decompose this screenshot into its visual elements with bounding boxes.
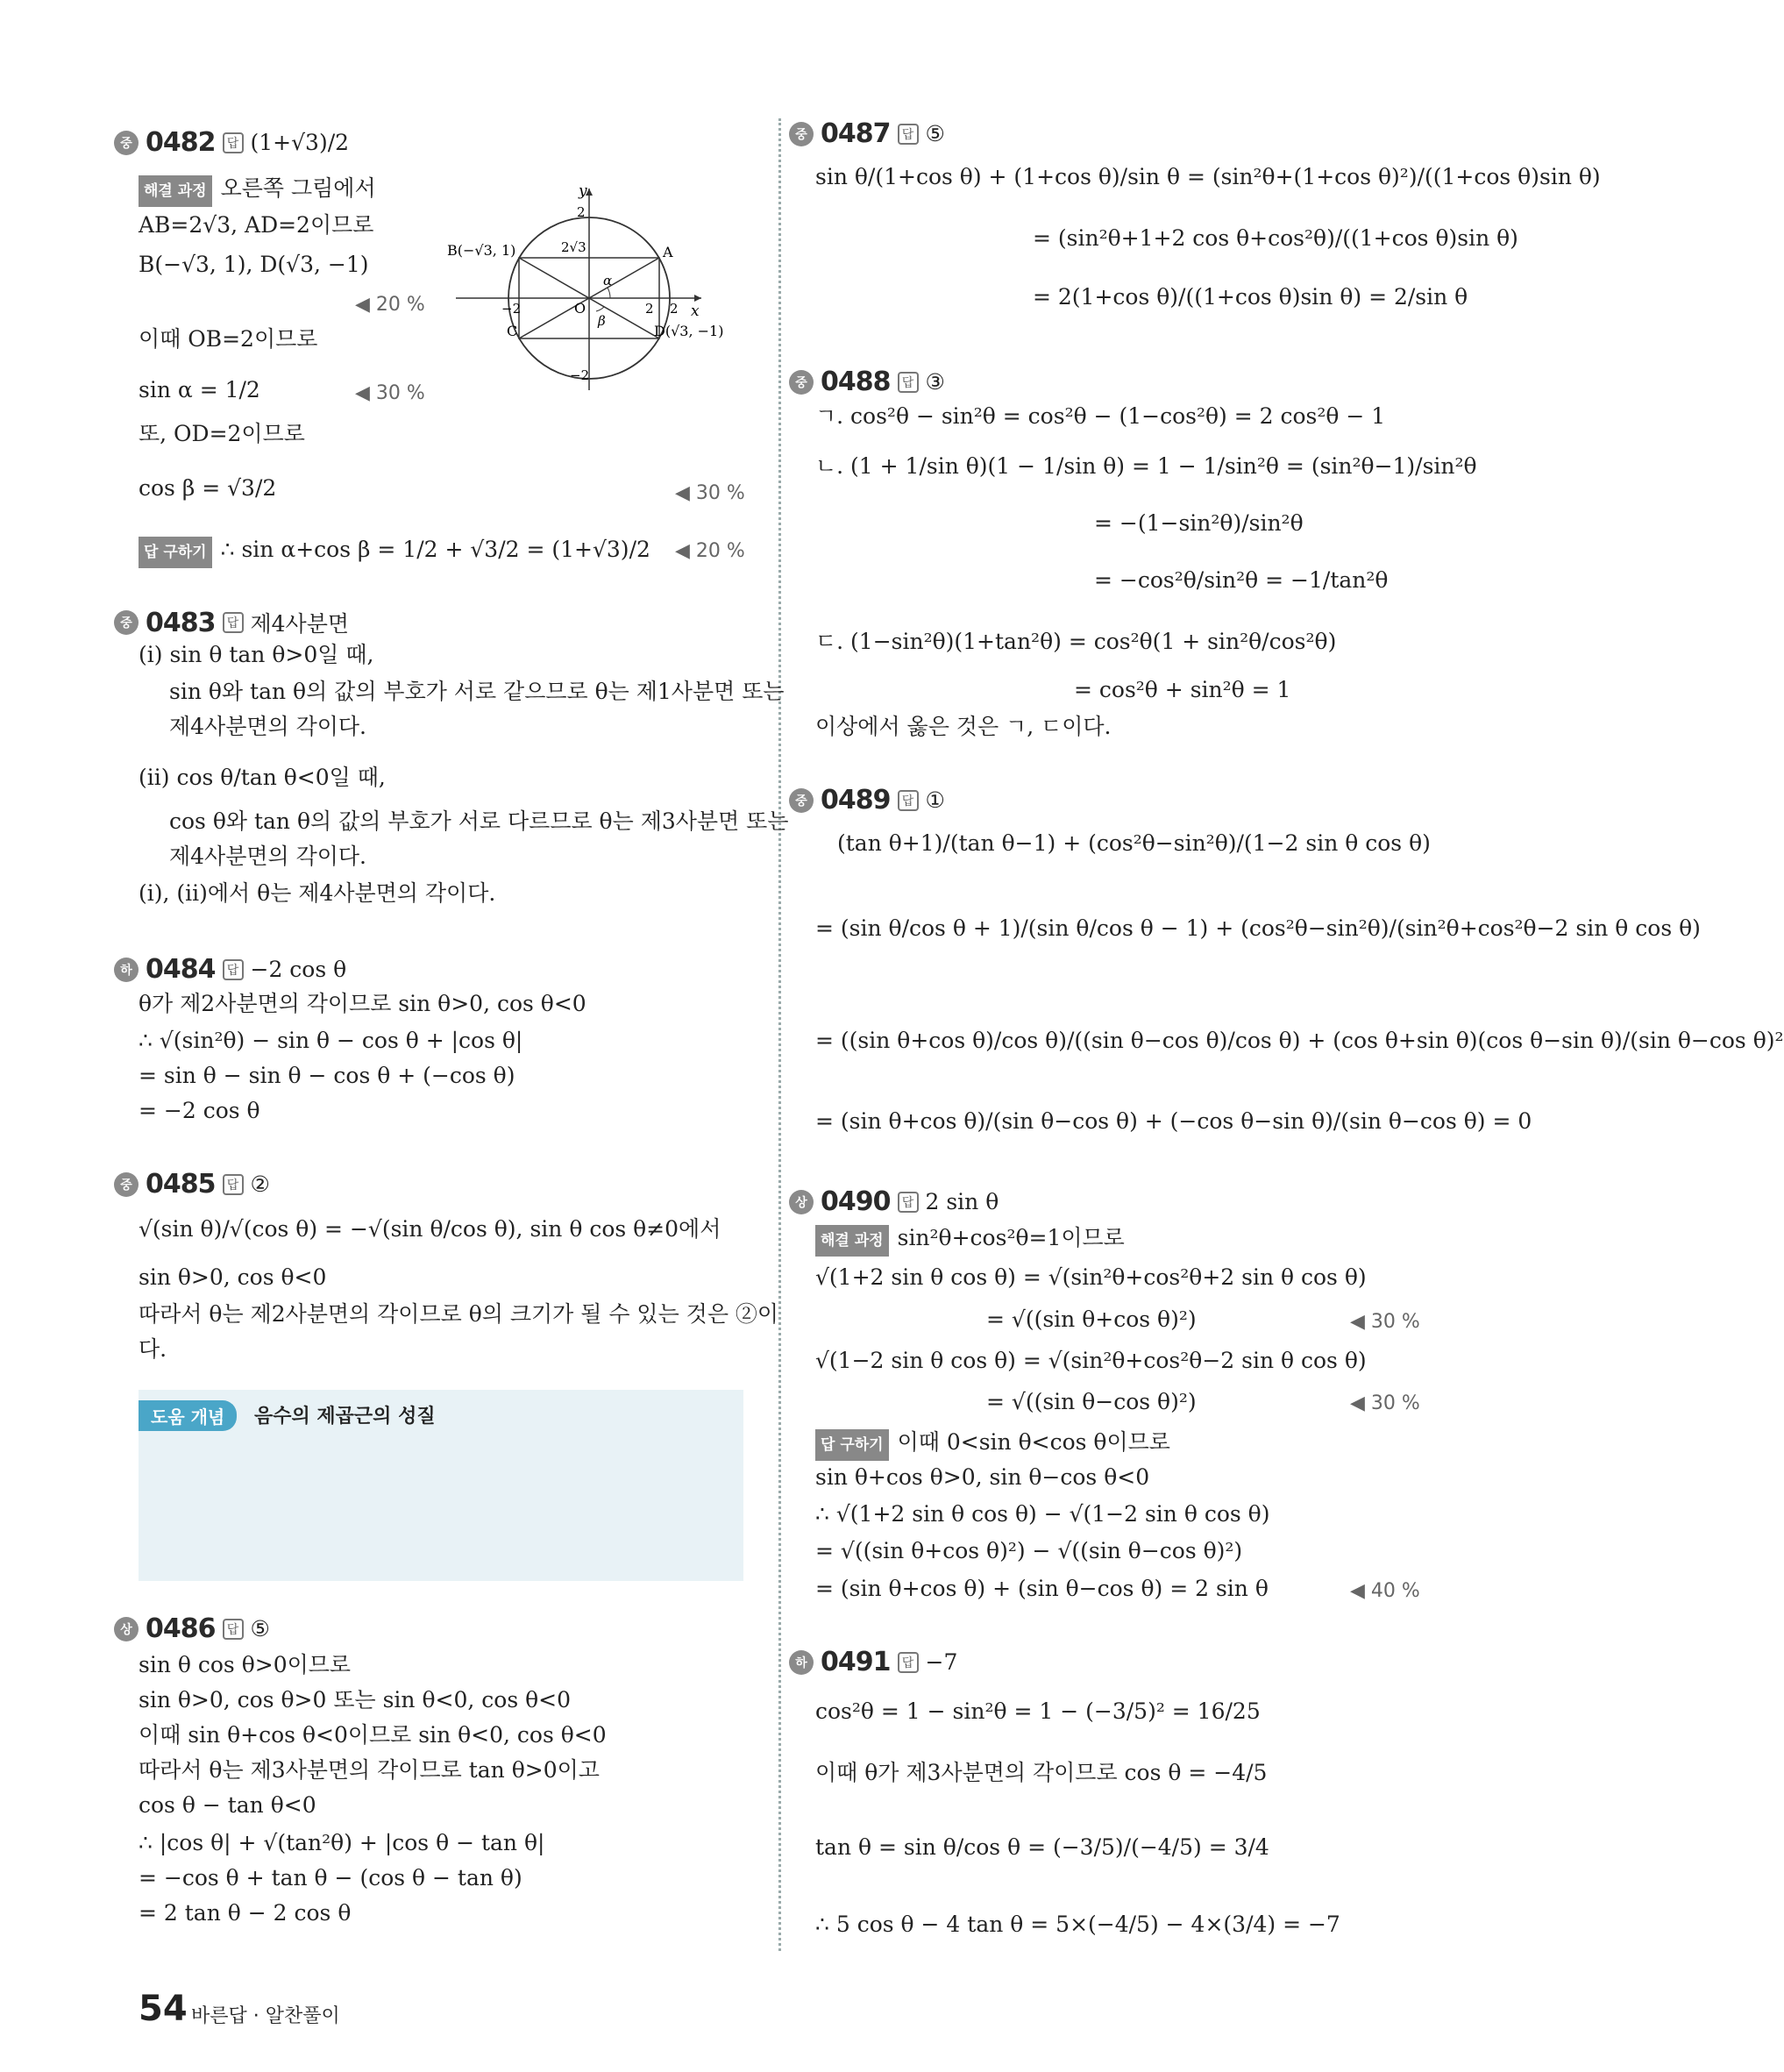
column-divider <box>778 118 781 1951</box>
difficulty-badge: 중 <box>114 131 139 155</box>
score-percent: ◀ 20 % <box>675 540 745 562</box>
answer-value: ① <box>925 787 945 813</box>
answer-value: (1+√3)/2 <box>250 130 350 155</box>
answer-value: −7 <box>925 1649 958 1675</box>
solution-text: ∴ √(1+2 sin θ cos θ) − √(1−2 sin θ cos θ) <box>815 1501 1270 1527</box>
solution-line <box>815 1833 1269 1862</box>
fig-label-x: x <box>691 303 700 320</box>
solution-line <box>815 162 1601 192</box>
problem-number: 0487 <box>821 118 891 149</box>
solution-text: = ((sin θ+cos θ)/cos θ)/((sin θ−cos θ)/cos θ) + (cos θ+sin θ)(cos θ−sin θ)/(sin θ−cos θ)² <box>815 1028 1784 1053</box>
problem-header-0486 <box>114 1613 270 1644</box>
solution-text: 따라서 θ는 제3사분면의 각이므로 tan θ>0이고 <box>139 1757 600 1783</box>
difficulty-badge: 하 <box>114 958 139 982</box>
solution-line <box>837 829 1431 858</box>
solution-text: 제4사분면의 각이다. <box>169 714 366 739</box>
solution-text: ㄱ. cos²θ − sin²θ = cos²θ − (1−cos²θ) = 2 cos²θ − 1 <box>815 403 1386 429</box>
score-percent: ◀ 30 % <box>675 482 745 504</box>
solution-line <box>139 250 369 280</box>
solution-text: = (sin θ+cos θ)/(sin θ−cos θ) + (−cos θ−sin θ)/(sin θ−cos θ) = 0 <box>815 1108 1532 1134</box>
solution-line <box>139 1096 260 1126</box>
difficulty-badge: 하 <box>789 1650 814 1675</box>
solution-line <box>139 535 650 568</box>
answer-value: 2 sin θ <box>925 1189 999 1214</box>
difficulty-badge: 중 <box>789 788 814 813</box>
solution-line <box>815 627 1336 657</box>
solution-line <box>139 1720 607 1750</box>
unit-circle-figure <box>447 180 745 395</box>
solution-text: = cos²θ + sin²θ = 1 <box>1074 677 1291 702</box>
solution-line <box>139 1299 778 1329</box>
solution-text: sin²θ+cos²θ=1이므로 <box>897 1225 1125 1250</box>
solution-line <box>815 914 1701 943</box>
solution-text: ∴ √(sin²θ) − sin θ − cos θ + |cos θ| <box>139 1028 523 1053</box>
difficulty-badge: 중 <box>114 1172 139 1197</box>
solution-line <box>815 1428 1170 1461</box>
solution-line <box>139 1061 515 1091</box>
solution-line <box>139 1863 522 1893</box>
page-number: 54 <box>139 1989 188 2029</box>
problem-number: 0482 <box>146 127 216 158</box>
solution-line <box>139 1828 544 1858</box>
solution-line <box>139 473 276 503</box>
difficulty-badge: 상 <box>114 1617 139 1641</box>
solution-line <box>815 1499 1269 1529</box>
step-tag: 해결 과정 <box>139 175 212 207</box>
solution-line <box>815 1223 1125 1257</box>
solution-line <box>139 1791 316 1820</box>
answer-icon: 답 <box>898 1652 919 1673</box>
solution-text: = 2 tan θ − 2 cos θ <box>139 1900 352 1926</box>
solution-line <box>139 1755 600 1785</box>
solution-text: sin θ+cos θ>0, sin θ−cos θ<0 <box>815 1464 1150 1490</box>
solution-line <box>169 842 366 872</box>
solution-text: 오른쪽 그림에서 <box>220 175 376 201</box>
fig-label-2-right2: 2 <box>645 301 654 317</box>
solution-line <box>139 640 373 670</box>
fig-label-D: D(√3, −1) <box>654 323 724 339</box>
concept-tag: 도움 개념 <box>139 1400 237 1431</box>
solution-text: AB=2√3, AD=2이므로 <box>139 212 374 238</box>
answer-icon: 답 <box>898 124 919 145</box>
problem-header-0491 <box>789 1647 957 1677</box>
problem-header-0483 <box>114 607 349 638</box>
solution-text: 따라서 θ는 제2사분면의 각이므로 θ의 크기가 될 수 있는 것은 ②이 <box>139 1301 779 1327</box>
solution-text: = √((sin θ−cos θ)²) <box>986 1389 1197 1414</box>
solution-line <box>139 1026 522 1056</box>
answer-icon: 답 <box>898 790 919 811</box>
step-tag: 답 구하기 <box>815 1429 889 1461</box>
problem-number: 0489 <box>821 785 891 815</box>
concept-title: 음수의 제곱근의 성질 <box>254 1406 436 1428</box>
difficulty-badge: 중 <box>114 610 139 635</box>
fig-label-alpha: α <box>603 273 613 288</box>
problem-header-0490 <box>789 1186 999 1217</box>
solution-text: 이때 0<sin θ<cos θ이므로 <box>897 1429 1170 1455</box>
problem-header-0489 <box>789 785 945 815</box>
problem-header-0485 <box>114 1169 270 1200</box>
solution-text: (ⅱ) cos θ/tan θ<0일 때, <box>139 765 386 790</box>
solution-text: sin θ cos θ>0이므로 <box>139 1652 352 1677</box>
solution-text: = (sin²θ+1+2 cos θ+cos²θ)/((1+cos θ)sin θ) <box>1033 225 1518 251</box>
difficulty-badge: 상 <box>789 1190 814 1214</box>
answer-icon: 답 <box>898 372 919 393</box>
problem-header-0487 <box>789 118 945 149</box>
solution-text: 제4사분면의 각이다. <box>169 844 366 869</box>
fig-label-O: O <box>574 300 586 317</box>
problem-number: 0485 <box>146 1169 216 1200</box>
solution-text: cos θ와 tan θ의 값의 부호가 서로 다르므로 θ는 제3사분면 또는 <box>169 808 789 834</box>
solution-text: = −cos θ + tan θ − (cos θ − tan θ) <box>139 1865 522 1890</box>
solution-text: sin θ와 tan θ의 값의 부호가 서로 같으므로 θ는 제1사분면 또는 <box>169 679 785 704</box>
answer-icon: 답 <box>223 1619 244 1640</box>
solution-line <box>815 1346 1367 1376</box>
fig-label-y: y <box>579 182 587 200</box>
solution-line <box>139 989 586 1019</box>
difficulty-badge: 중 <box>789 370 814 395</box>
answer-value: −2 cos θ <box>250 957 347 982</box>
fig-label-neg2-left: −2 <box>501 301 522 317</box>
solution-text: = 2(1+cos θ)/((1+cos θ)sin θ) = 2/sin θ <box>1033 284 1468 310</box>
score-percent: ◀ 40 % <box>1350 1580 1420 1602</box>
solution-line <box>815 1697 1261 1727</box>
solution-line <box>815 712 1111 742</box>
answer-icon: 답 <box>898 1192 919 1213</box>
solution-line <box>815 1536 1242 1566</box>
solution-text: (ⅰ), (ⅱ)에서 θ는 제4사분면의 각이다. <box>139 880 496 906</box>
answer-value: ⑤ <box>925 121 945 146</box>
footer-title: 바른답 · 알찬풀이 <box>191 2005 340 2027</box>
solution-text: ∴ 5 cos θ − 4 tan θ = 5×(−4/5) − 4×(3/4) = −7 <box>815 1912 1340 1937</box>
solution-line <box>139 1214 721 1244</box>
answer-icon: 답 <box>223 612 244 633</box>
solution-line <box>139 879 495 908</box>
solution-text: (ⅰ) sin θ tan θ>0일 때, <box>139 642 374 667</box>
solution-text: = −cos²θ/sin²θ = −1/tan²θ <box>1094 567 1389 593</box>
problem-header-0484 <box>114 954 346 985</box>
problem-number: 0484 <box>146 954 216 985</box>
solution-line <box>169 807 788 837</box>
solution-text: cos θ − tan θ<0 <box>139 1792 316 1818</box>
solution-line <box>139 1898 351 1928</box>
solution-text: 또, OD=2이므로 <box>139 421 305 446</box>
solution-text: ∴ sin α+cos β = 1/2 + √3/2 = (1+√3)/2 <box>220 537 650 562</box>
fig-label-beta: β <box>598 313 606 329</box>
solution-text: = sin θ − sin θ − cos θ + (−cos θ) <box>139 1063 515 1088</box>
solution-text: = √((sin θ+cos θ)²) <box>986 1307 1197 1332</box>
problem-number: 0491 <box>821 1647 891 1677</box>
solution-line <box>1033 224 1518 253</box>
solution-line <box>139 1685 571 1715</box>
solution-text: √(1−2 sin θ cos θ) = √(sin²θ+cos²θ−2 sin θ cos θ) <box>815 1348 1367 1373</box>
solution-text: sin α = 1/2 <box>139 377 260 402</box>
solution-text: B(−√3, 1), D(√3, −1) <box>139 252 369 277</box>
score-percent: ◀ 30 % <box>355 382 425 404</box>
solution-text: sin θ/(1+cos θ) + (1+cos θ)/sin θ = (sin²θ+(1+cos θ)²)/((1+cos θ)sin θ) <box>815 164 1601 189</box>
solution-line <box>815 1026 1784 1056</box>
solution-line <box>139 210 373 240</box>
answer-value: ⑤ <box>250 1616 270 1641</box>
solution-line <box>815 402 1385 431</box>
solution-line <box>986 1387 1197 1417</box>
solution-line <box>139 1650 351 1680</box>
solution-text: 이때 sin θ+cos θ<0이므로 sin θ<0, cos θ<0 <box>139 1722 607 1748</box>
solution-line <box>1094 509 1304 538</box>
solution-text: 이때 θ가 제3사분면의 각이므로 cos θ = −4/5 <box>815 1760 1268 1785</box>
answer-icon: 답 <box>223 959 244 980</box>
problem-number: 0483 <box>146 607 216 638</box>
score-percent: ◀ 30 % <box>1350 1311 1420 1333</box>
solution-text: cos β = √3/2 <box>139 475 277 501</box>
solution-line <box>139 419 305 449</box>
answer-value: ② <box>250 1171 270 1197</box>
answer-value: 제4사분면 <box>250 611 350 637</box>
score-percent: ◀ 30 % <box>1350 1392 1420 1414</box>
solution-line <box>1094 566 1388 595</box>
fig-label-C: C <box>507 323 518 339</box>
score-percent: ◀ 20 % <box>355 294 425 316</box>
solution-text: (tan θ+1)/(tan θ−1) + (cos²θ−sin²θ)/(1−2 sin θ cos θ) <box>837 830 1431 856</box>
solution-line <box>169 712 366 742</box>
solution-text: cos²θ = 1 − sin²θ = 1 − (−3/5)² = 16/25 <box>815 1698 1261 1724</box>
solution-text: ㄴ. (1 + 1/sin θ)(1 − 1/sin θ) = 1 − 1/sin²θ = (sin²θ−1)/sin²θ <box>815 453 1477 479</box>
solution-text: θ가 제2사분면의 각이므로 sin θ>0, cos θ<0 <box>139 991 586 1016</box>
solution-text: = (sin θ+cos θ) + (sin θ−cos θ) = 2 sin θ <box>815 1576 1269 1601</box>
solution-text: = −(1−sin²θ)/sin²θ <box>1094 510 1304 536</box>
fig-label-2-right: 2 <box>670 301 679 317</box>
solution-line <box>139 174 376 207</box>
answer-icon: 답 <box>223 1174 244 1195</box>
solution-line <box>139 1335 167 1364</box>
solution-text: = (sin θ/cos θ + 1)/(sin θ/cos θ − 1) + (cos²θ−sin²θ)/(sin²θ+cos²θ−2 sin θ cos θ) <box>815 915 1701 941</box>
solution-text: ㄷ. (1−sin²θ)(1+tan²θ) = cos²θ(1 + sin²θ/cos²θ) <box>815 629 1337 654</box>
problem-header-0488 <box>789 367 945 397</box>
solution-text: sin θ>0, cos θ>0 또는 sin θ<0, cos θ<0 <box>139 1687 572 1712</box>
solution-line <box>815 1463 1149 1492</box>
solution-text: = −2 cos θ <box>139 1098 260 1123</box>
solution-line <box>139 763 386 793</box>
solution-text: √(1+2 sin θ cos θ) = √(sin²θ+cos²θ+2 sin θ cos θ) <box>815 1264 1367 1290</box>
problem-number: 0488 <box>821 367 891 397</box>
solution-text: tan θ = sin θ/cos θ = (−3/5)/(−4/5) = 3/4 <box>815 1834 1269 1860</box>
solution-text: √(sin θ)/√(cos θ) = −√(sin θ/cos θ), sin θ cos θ≠0에서 <box>139 1216 721 1242</box>
answer-value: ③ <box>925 369 945 395</box>
solution-line <box>986 1305 1197 1335</box>
solution-text: sin θ>0, cos θ<0 <box>139 1264 327 1290</box>
solution-text: = √((sin θ+cos θ)²) − √((sin θ−cos θ)²) <box>815 1538 1243 1563</box>
step-tag: 답 구하기 <box>139 537 212 568</box>
solution-text: ∴ |cos θ| + √(tan²θ) + |cos θ − tan θ| <box>139 1830 545 1855</box>
solution-text: 이때 OB=2이므로 <box>139 326 318 352</box>
fig-label-neg2-bottom: −2 <box>570 367 590 383</box>
difficulty-badge: 중 <box>789 122 814 146</box>
solution-line <box>815 452 1477 481</box>
step-tag: 해결 과정 <box>815 1225 889 1257</box>
solution-line <box>1033 282 1468 312</box>
solution-line <box>169 677 785 707</box>
fig-label-B: B(−√3, 1) <box>447 242 516 259</box>
problem-number: 0486 <box>146 1613 216 1644</box>
solution-line <box>1074 675 1290 705</box>
problem-number: 0490 <box>821 1186 891 1217</box>
problem-header-0482 <box>114 127 349 158</box>
solution-text: 다. <box>139 1336 167 1362</box>
solution-line <box>139 375 260 405</box>
fig-label-2root3: 2√3 <box>561 239 586 255</box>
fig-label-2-top: 2 <box>577 204 586 220</box>
answer-icon: 답 <box>223 132 244 153</box>
solution-line <box>139 1263 326 1292</box>
solution-line <box>139 324 317 354</box>
solution-text: 이상에서 옳은 것은 ㄱ, ㄷ이다. <box>815 714 1112 739</box>
solution-line <box>815 1263 1367 1292</box>
fig-label-A: A <box>663 244 673 260</box>
solution-line <box>815 1574 1269 1604</box>
solution-line <box>815 1758 1267 1788</box>
solution-line <box>815 1910 1340 1940</box>
solution-line <box>815 1107 1532 1136</box>
